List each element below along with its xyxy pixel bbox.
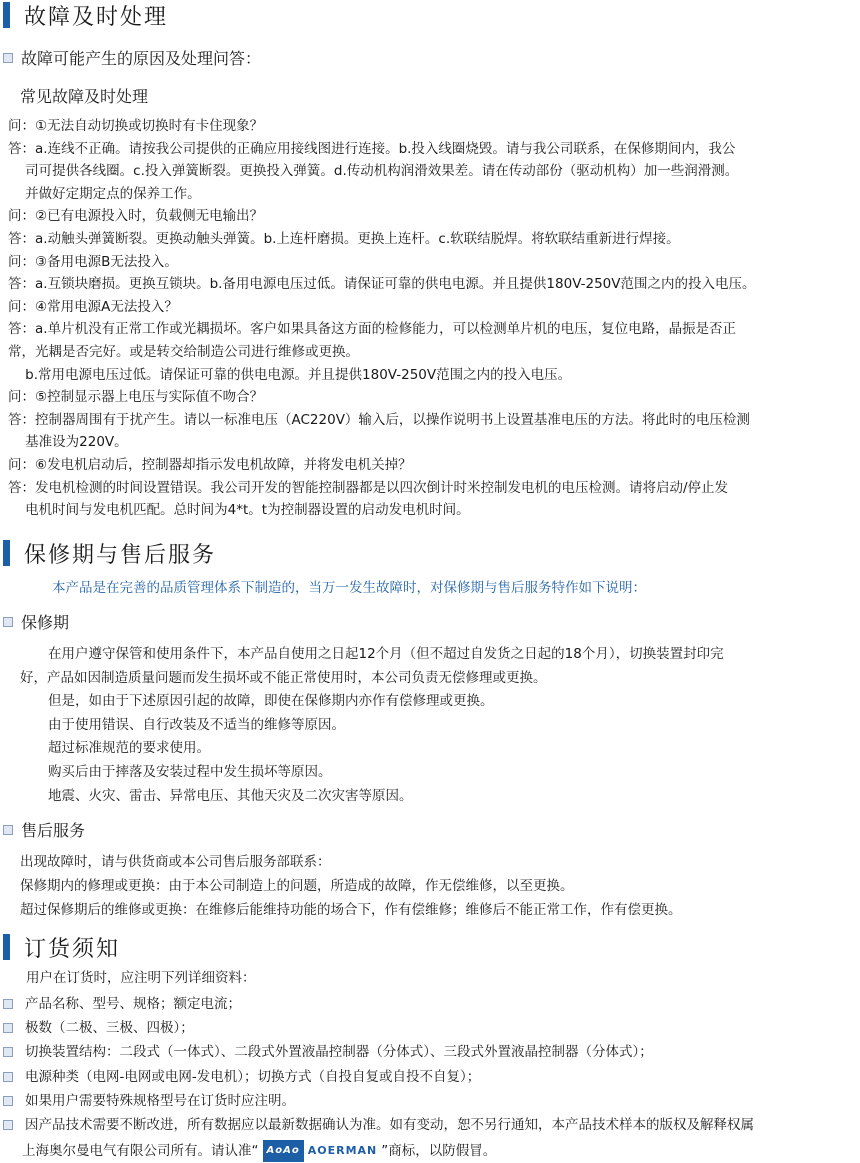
ordering-item	[3, 1115, 754, 1135]
trademark-prefix: 上海奥尔曼电气有限公司所有。请认准“	[22, 1143, 259, 1159]
bullet-square-icon	[3, 1023, 13, 1033]
bullet-square-icon	[3, 999, 13, 1009]
qa-line: 答：控制器周围有于扰产生。请以一标准电压（AC220V）输入后，以操作说明书上设置基准电压的方法。将此时的电压检测	[8, 411, 750, 428]
section-warranty-service	[0, 538, 216, 568]
bullet-square-icon	[3, 1096, 13, 1106]
ordering-item-text: 电源种类（电网-电网或电网-发电机）；切换方式（自投自复或自投不自复）；	[25, 1068, 481, 1085]
section-bar	[3, 2, 10, 28]
subheading-label: 售后服务	[21, 821, 86, 840]
qa-line: 并做好定期定点的保养工作。	[8, 185, 201, 202]
ordering-item-text: 切换装置结构：二段式（一体式）、二段式外置液晶控制器（分体式）、三段式外置液晶控制器（分体式）；	[25, 1044, 653, 1061]
section-title: 订货须知	[24, 936, 121, 962]
after-sales-line: 超过保修期后的维修或更换：在维修后能维持功能的场合下，作有偿维修；维修后不能正常工作，作有偿更换。	[20, 902, 682, 918]
qa-line: 问：②已有电源投入时，负载侧无电输出？	[8, 208, 264, 225]
subheading-label: 保修期	[21, 613, 70, 632]
section-title: 故障及时处理	[24, 4, 169, 30]
aoerman-logo	[263, 1140, 378, 1162]
warranty-line: 地震、火灾、雷击、异常电压、其他天灾及二次灾害等原因。	[48, 787, 413, 804]
subheading-label: 故障可能产生的原因及处理问答：	[21, 49, 262, 68]
fault-heading: 常见故障及时处理	[20, 87, 149, 106]
bullet-square-icon	[3, 825, 13, 835]
warranty-line: 好，产品如因制造质量问题而发生损坏或不能正常使用时，本公司负责无偿修理或更换。	[20, 669, 547, 686]
ordering-item	[3, 1067, 480, 1087]
qa-line: 问：④常用电源A无法投入？	[8, 298, 178, 315]
logo-name: AOERMAN	[307, 1144, 378, 1157]
ordering-item-text: 极数（二极、三极、四极）；	[25, 1020, 194, 1037]
qa-line: 问：⑤控制显示器上电压与实际值不吻合？	[8, 389, 264, 406]
section-bar	[3, 540, 10, 566]
qa-line: 答：发电机检测的时间设置错误。我公司开发的智能控制器都是以四次倒计时米控制发电机的电压检测。请将启动/停止发	[8, 479, 729, 496]
subheading-fault-qa	[3, 46, 261, 69]
warranty-line: 由于使用错误、自行改装及不适当的维修等原因。	[48, 716, 345, 733]
section-fault-handling	[0, 0, 168, 30]
qa-line: 基准设为220V。	[8, 434, 128, 451]
ordering-item	[3, 994, 241, 1014]
bullet-square-icon	[3, 1072, 13, 1082]
after-sales-line: 保修期内的修理或更换：由于本公司制造上的问题，所造成的故障，作无偿维修，以至更换。	[20, 878, 574, 894]
bullet-square-icon	[3, 1120, 13, 1130]
qa-line: 答：a.动触头弹簧断裂。更换动触头弹簧。b.上连杆磨损。更换上连杆。c.软联结脱焊。将软联结重新进行焊接。	[8, 231, 680, 247]
bullet-square-icon	[3, 53, 13, 63]
section-bar	[3, 934, 10, 960]
subheading-after-sales	[3, 818, 85, 841]
subheading-warranty	[3, 610, 69, 633]
warranty-line: 在用户遵守保管和使用条件下，本产品自使用之日起12个月（但不超过自发货之日起的18个月），切换装置封印完	[48, 646, 724, 662]
qa-line: 司可提供各线圈。c.投入弹簧断裂。更换投入弹簧。d.传动机构润滑效果差。请在传动部份（驱动机构）加一些润滑测。	[8, 163, 739, 180]
section-ordering	[0, 932, 120, 962]
trademark-suffix: ”商标，以防假冒。	[381, 1143, 497, 1159]
trademark-line	[22, 1140, 496, 1162]
warranty-intro: 本产品是在完善的品质管理体系下制造的，当万一发生故障时，对保修期与售后服务特作如下说明：	[52, 580, 646, 596]
logo-mark: AoAo	[263, 1140, 304, 1162]
qa-line: 答：a.互锁块磨损。更换互锁块。b.备用电源电压过低。请保证可靠的供电电源。并且提供180V-250V范围之内的投入电压。	[8, 276, 756, 293]
ordering-item	[3, 1091, 295, 1111]
ordering-item-text: 因产品技术需要不断改进，所有数据应以最新数据确认为准。如有变动，恕不另行通知，本产品技术样本的版权及解释权属	[25, 1117, 754, 1133]
ordering-intro: 用户在订货时，应注明下列详细资料：	[26, 970, 256, 986]
bullet-square-icon	[3, 617, 13, 627]
qa-line: 电机时间与发电机匹配。总时间为4*t。t为控制器设置的启动发电机时间。	[8, 502, 470, 519]
after-sales-line: 出现故障时，请与供货商或本公司售后服务部联系：	[20, 854, 331, 870]
qa-line: 问：⑥发电机启动后，控制器却指示发电机故障，并将发电机关掉？	[8, 457, 412, 473]
qa-line: 问：③备用电源B无法投入。	[8, 253, 178, 270]
warranty-line: 但是，如由于下述原因引起的故障，即使在保修期内亦作有偿修理或更换。	[48, 693, 494, 710]
qa-line: 答：a.连线不正确。请按我公司提供的正确应用接线图进行连接。b.投入线圈烧毁。请与我公司联系，在保修期间内，我公	[8, 140, 736, 157]
qa-line: 常，光耦是否完好。或是转交给制造公司进行维修或更换。	[8, 344, 359, 360]
qa-line: 答：a.单片机没有正常工作或光耦损坏。客户如果具备这方面的检修能力，可以检测单片机的电压，复位电路，晶振是否正	[8, 321, 737, 338]
warranty-line: 超过标准规范的要求使用。	[48, 740, 210, 757]
ordering-item	[3, 1018, 194, 1038]
ordering-item-text: 产品名称、型号、规格；额定电流；	[25, 996, 241, 1012]
qa-line: 问：①无法自动切换或切换时有卡住现象？	[8, 118, 264, 134]
ordering-item-text: 如果用户需要特殊规格型号在订货时应注明。	[25, 1092, 295, 1109]
section-title: 保修期与售后服务	[24, 542, 217, 568]
ordering-item	[3, 1042, 653, 1062]
qa-line: b.常用电源电压过低。请保证可靠的供电电源。并且提供180V-250V范围之内的投入电压。	[8, 366, 572, 383]
bullet-square-icon	[3, 1047, 13, 1057]
warranty-line: 购买后由于摔落及安装过程中发生损坏等原因。	[48, 764, 332, 780]
